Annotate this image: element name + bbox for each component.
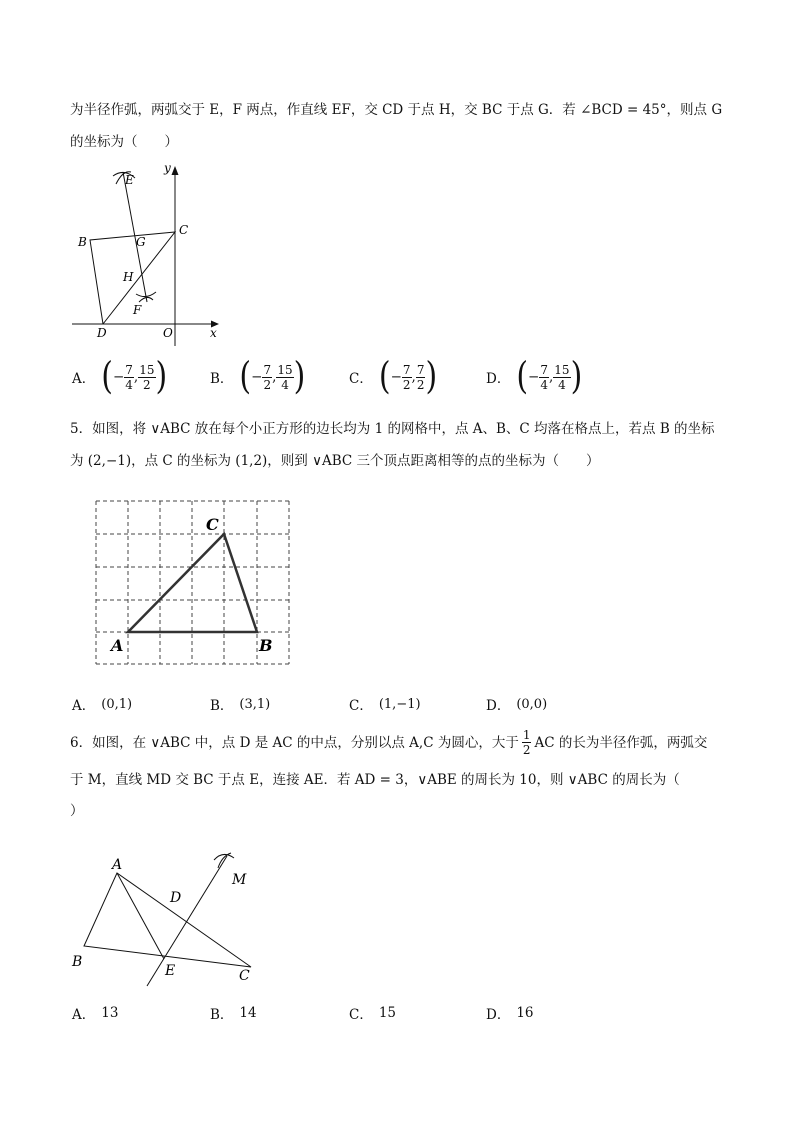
q6-label-d: D xyxy=(170,890,182,906)
q5-option-d-letter: D． xyxy=(486,698,511,714)
q5-label-c: C xyxy=(206,515,219,534)
q4-option-a[interactable]: A． ( − $\frac{7}{4}$ , $\frac{15}{2}$ ) xyxy=(72,354,168,399)
q5-option-b[interactable] xyxy=(210,694,270,714)
q4-b-x-num: 7 xyxy=(263,362,272,377)
q6-text-line2: 于 M，直线 MD 交 BC 于点 E，连接 AE．若 AD = 3，∨ABE 的周长为 10，则 ∨ABC 的周长为（ xyxy=(70,772,680,788)
q4-option-c-letter: C． xyxy=(349,371,373,387)
q6-text-line1-b: AC 的长为半径作弧，两弧交 xyxy=(534,734,708,751)
q4-label-x: x xyxy=(210,326,217,340)
q4-label-o: O xyxy=(163,326,173,340)
q6-text-line1-a: 6．如图，在 ∨ABC 中，点 D 是 AC 的中点，分别以点 A,C 为圆心，大于 xyxy=(70,734,519,751)
q6-figure xyxy=(65,840,270,990)
q6-label-m: M xyxy=(232,872,247,888)
q6-frac-den: 2 xyxy=(522,743,531,757)
q6-option-c[interactable] xyxy=(349,1003,396,1023)
q5-option-a-value: (0,1) xyxy=(101,696,133,712)
q6-option-c-value: 15 xyxy=(378,1005,397,1021)
q5-option-b-value: (3,1) xyxy=(239,696,271,712)
q4-option-d[interactable]: D． ( − $\frac{7}{4}$ , $\frac{15}{4}$ ) xyxy=(486,354,583,399)
q4-option-b[interactable]: B． ( − $\frac{7}{2}$ , $\frac{15}{4}$ ) xyxy=(210,354,306,399)
q4-c-x-den: 2 xyxy=(402,377,411,392)
q4-c-y-num: 7 xyxy=(416,362,425,377)
q6-option-a-letter: A． xyxy=(72,1007,96,1023)
q5-option-a[interactable] xyxy=(72,694,132,714)
q6-option-b[interactable] xyxy=(210,1003,257,1023)
q4-label-y: y xyxy=(164,161,171,175)
q4-text-line1: 为半径作弧，两弧交于 E，F 两点，作直线 EF，交 CD 于点 H，交 BC 于点 G．若 ∠BCD = 45°，则点 G xyxy=(70,102,723,118)
q4-label-c: C xyxy=(179,223,189,237)
q5-option-a-letter: A． xyxy=(72,698,96,714)
q4-label-e: E xyxy=(125,173,134,187)
q6-option-a-value: 13 xyxy=(101,1005,119,1021)
q4-option-a-letter: A． xyxy=(72,371,96,387)
q6-option-b-letter: B． xyxy=(210,1007,234,1023)
q4-option-d-letter: D． xyxy=(486,371,511,387)
q6-option-d[interactable] xyxy=(486,1003,534,1023)
q5-option-d-value: (0,0) xyxy=(516,696,548,712)
q6-label-e: E xyxy=(165,963,176,979)
q4-arc-f2 xyxy=(139,297,153,302)
q4-figure xyxy=(60,158,235,350)
q4-b-y-num: 15 xyxy=(277,362,293,377)
q4-a-x-num: 7 xyxy=(125,362,133,377)
q4-c-x-num: 7 xyxy=(402,362,411,377)
q6-label-b: B xyxy=(72,954,83,970)
q6-label-a: A xyxy=(112,857,123,873)
q6-option-a[interactable] xyxy=(72,1003,118,1023)
q6-fraction xyxy=(522,728,532,757)
q4-option-c[interactable]: C． ( − $\frac{7}{2}$ , $\frac{7}{2}$ ) xyxy=(349,354,438,399)
q5-triangle xyxy=(128,534,257,632)
q4-text-line2: 的坐标为（ ） xyxy=(70,134,178,150)
q5-option-c-value: (1,−1) xyxy=(378,696,421,712)
q6-option-d-value: 16 xyxy=(516,1005,534,1021)
q4-label-f: F xyxy=(133,303,142,317)
q4-a-y-den: 2 xyxy=(143,377,151,392)
q4-label-d: D xyxy=(97,326,107,340)
q5-text-line1: 5．如图，将 ∨ABC 放在每个小正方形的边长均为 1 的网格中，点 A、B、C 均落在格点上，若点 B 的坐标 xyxy=(70,421,715,437)
q4-d-y-num: 15 xyxy=(554,362,570,377)
q4-c-y-den: 2 xyxy=(416,377,425,392)
q4-b-y-den: 4 xyxy=(281,377,289,392)
q4-label-g: G xyxy=(136,235,146,249)
q4-d-x-num: 7 xyxy=(540,362,548,377)
q4-label-h: H xyxy=(123,270,134,284)
q4-d-y-den: 4 xyxy=(558,377,566,392)
q4-a-x-den: 4 xyxy=(125,377,133,392)
q6-segment-ae xyxy=(117,873,164,959)
q4-option-b-letter: B． xyxy=(210,371,234,387)
q5-label-a: A xyxy=(111,636,124,655)
q6-option-c-letter: C． xyxy=(349,1007,373,1023)
q5-label-b: B xyxy=(259,636,273,655)
q6-label-c: C xyxy=(239,968,250,984)
q6-text-line1 xyxy=(70,728,707,757)
q6-option-d-letter: D． xyxy=(486,1007,511,1023)
q6-option-b-value: 14 xyxy=(239,1005,257,1021)
q5-text-line2: 为 (2,−1)，点 C 的坐标为 (1,2)，则到 ∨ABC 三个顶点距离相等的点的坐标为（ ） xyxy=(70,453,600,469)
q5-option-b-letter: B． xyxy=(210,698,234,714)
q6-line-md xyxy=(147,856,227,986)
q6-frac-num: 1 xyxy=(522,728,531,742)
q4-b-x-den: 2 xyxy=(263,377,272,392)
q4-d-x-den: 4 xyxy=(540,377,548,392)
q4-label-b: B xyxy=(78,235,87,249)
q6-text-line3: ） xyxy=(70,803,84,819)
q4-a-y-num: 15 xyxy=(139,362,155,377)
q5-grid-figure xyxy=(88,494,296,670)
q5-option-d[interactable] xyxy=(486,694,547,714)
q5-option-c-letter: C． xyxy=(349,698,373,714)
q4-y-arrow xyxy=(172,166,179,175)
q5-option-c[interactable] xyxy=(349,694,421,714)
